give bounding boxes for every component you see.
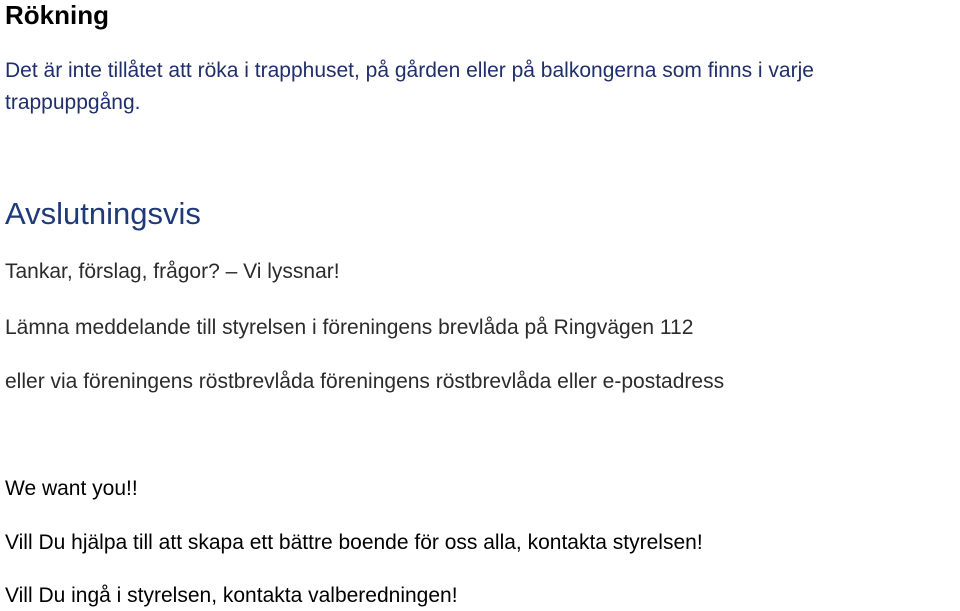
smoking-heading: Rökning bbox=[5, 0, 109, 30]
closing-line-we-want-you: We want you!! bbox=[5, 477, 138, 500]
closing-line-thoughts: Tankar, förslag, frågor? – Vi lyssnar! bbox=[5, 260, 340, 283]
closing-line-help: Vill Du hjälpa till att skapa ett bättre boende för oss alla, kontakta styrelsen! bbox=[5, 531, 703, 554]
closing-line-leave-message: Lämna meddelande till styrelsen i föreningens brevlåda på Ringvägen 112 bbox=[5, 316, 694, 339]
closing-line-join-board: Vill Du ingå i styrelsen, kontakta valberedningen! bbox=[5, 584, 458, 607]
closing-line-voicemail: eller via föreningens röstbrevlåda föreningens röstbrevlåda eller e-postadress bbox=[5, 370, 725, 393]
closing-heading: Avslutningsvis bbox=[5, 196, 201, 231]
smoking-paragraph-line-2: trappuppgång. bbox=[5, 91, 141, 114]
smoking-paragraph-line-1: Det är inte tillåtet att röka i trapphuset, på gården eller på balkongerna som finns i varje bbox=[5, 59, 814, 82]
